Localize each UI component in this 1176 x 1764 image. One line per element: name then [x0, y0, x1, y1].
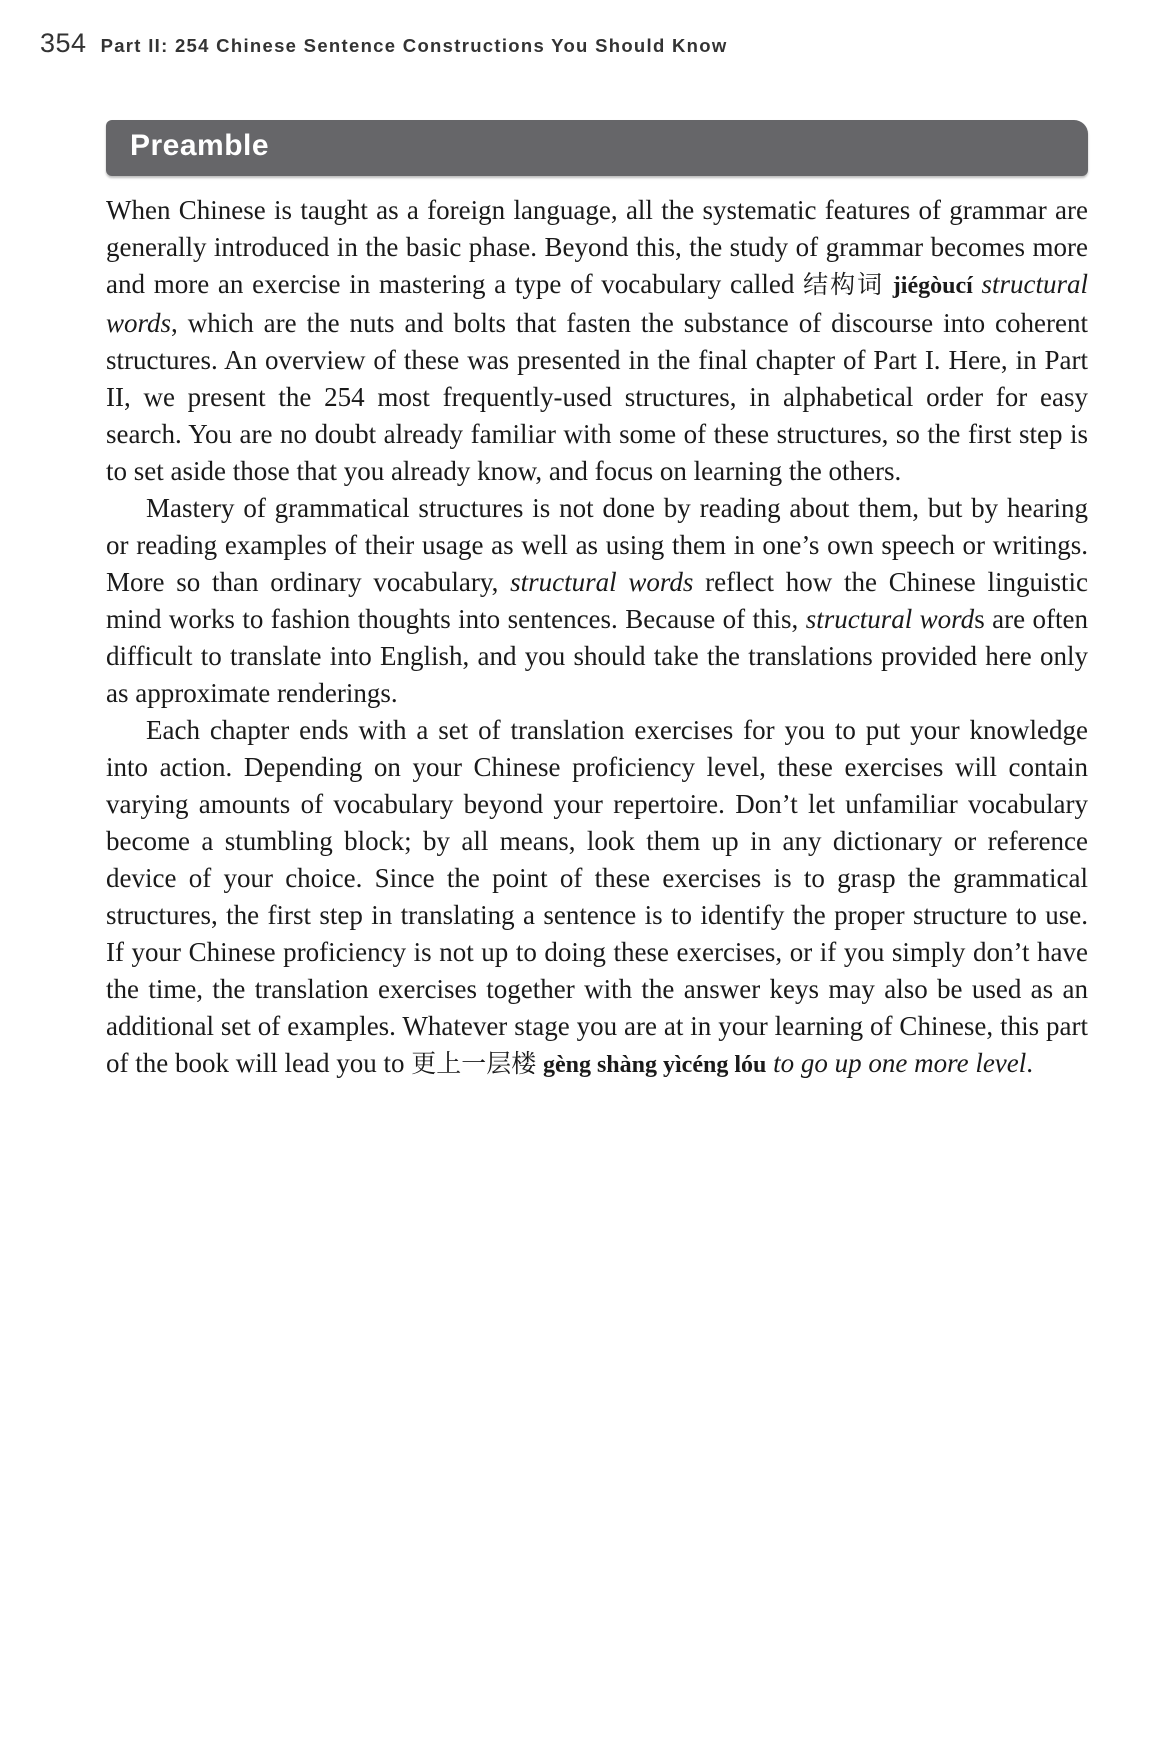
english-term: structural words	[106, 269, 1089, 338]
paragraph-2	[106, 490, 1088, 712]
paragraph-1	[106, 192, 1088, 490]
pinyin-term: jiégòucí	[892, 273, 973, 299]
chinese-phrase: 更上一层楼	[411, 1049, 537, 1078]
english-term: structural word	[805, 604, 975, 634]
english-term: structural words	[510, 567, 694, 597]
section-banner	[106, 120, 1088, 176]
paragraph-3	[106, 712, 1088, 1084]
section-title: Preamble	[130, 129, 270, 162]
running-head	[40, 28, 728, 59]
paragraph-1-text-b: , which are the nuts and bolts that fasten the substance of discourse into coherent structures. An overview of these was presented in the final chapter of Part I. Here, in Part II, we present the 254 most frequently-used structures, in alphabetical order for easy search. You are no doubt already familiar with some of these structures, so the first step is to set aside those that you already know, and focus on learning the others.	[106, 308, 1088, 486]
page-number: 354	[40, 28, 87, 58]
paragraph-3-text-b: .	[1026, 1048, 1034, 1078]
english-gloss: to go up one more level	[773, 1048, 1027, 1078]
chinese-term: 结构词	[803, 270, 885, 299]
paragraph-2-text-c: s are often difficult to translate into English, and you should take the translations provided here only as approximate renderings.	[106, 604, 1088, 708]
paragraph-2-text-b: reflect how the Chinese linguistic mind works to fashion thoughts into sentences. Because of this,	[106, 567, 1088, 634]
paragraph-1-text-a: When Chinese is taught as a foreign language, all the systematic features of grammar are generally introduced in the basic phase. Beyond this, the study of grammar becomes more and more an exercise in mastering a type of vocabulary called	[106, 195, 1088, 299]
running-title: Part II: 254 Chinese Sentence Constructions You Should Know	[100, 35, 728, 56]
pinyin-phrase: gèng shàng yìcéng lóu	[542, 1052, 767, 1078]
body-text	[106, 192, 1088, 1084]
paragraph-3-text-a: Each chapter ends with a set of translation exercises for you to put your knowledge into action. Depending on your Chinese proficiency level, these exercises will contain varying amounts of vocabulary beyond your repertoire. Don’t let unfamiliar vocabulary become a stumbling block; by all means, look them up in any dictionary or reference device of your choice. Since the point of these exercises is to grasp the grammatical structures, the first step in translating a sentence is to identify the proper structure to use. If your Chinese proficiency is not up to doing these exercises, or if you simply don’t have the time, the translation exercises together with the answer keys may also be used as an additional set of examples. Whatever stage you are at in your learning of Chinese, this part of the book will lead you to	[106, 715, 1088, 1078]
paragraph-2-text-a: Mastery of grammatical structures is not done by reading about them, but by hearing or reading examples of their usage as well as using them in one’s own speech or writings. More so than ordinary vocabulary,	[106, 493, 1088, 597]
